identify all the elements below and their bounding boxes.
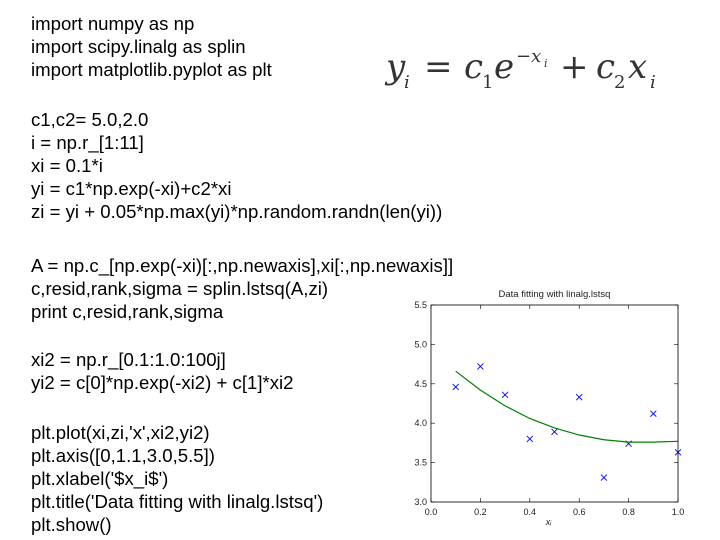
y-tick-label: 5.0 [414, 339, 427, 350]
data-point-marker [527, 436, 533, 442]
code-line: yi = c1*np.exp(-xi)+c2*xi [31, 178, 232, 199]
code-line: c,resid,rank,sigma = splin.lstsq(A,zi) [31, 278, 329, 299]
y-tick-label: 3.5 [414, 457, 427, 468]
x-tick-label: 0.8 [622, 507, 635, 517]
code-line: i = np.r_[1:11] [31, 132, 144, 153]
x-tick-label: 1.0 [671, 507, 685, 517]
code-line: import scipy.linalg as splin [31, 36, 246, 57]
code-line: import matplotlib.pyplot as plt [31, 59, 272, 80]
code-line: plt.axis([0,1.1,3.0,5.5]) [31, 445, 215, 466]
data-point-marker [552, 429, 558, 435]
formula-plus: + [560, 47, 589, 87]
x-tick-label: 0.2 [474, 507, 487, 517]
formula-equals: = [424, 47, 453, 87]
data-point-marker [650, 411, 656, 417]
code-line: c1,c2= 5.0,2.0 [31, 109, 149, 130]
code-block-fit-curve [31, 348, 294, 394]
data-point-marker [477, 363, 483, 369]
code-line: plt.xlabel('$x_i$') [31, 468, 169, 489]
model-formula [384, 40, 684, 100]
code-line: zi = yi + 0.05*np.max(yi)*np.random.randn(len(yi)) [31, 201, 443, 222]
fit-curve [456, 371, 678, 442]
y-tick-label: 5.5 [414, 300, 427, 310]
code-line: plt.plot(xi,zi,'x',xi2,yi2) [31, 422, 210, 443]
formula-c1: c [464, 47, 484, 87]
data-point-marker [576, 394, 582, 400]
code-block-plotting [31, 421, 323, 536]
formula-c2: c [596, 47, 616, 87]
x-tick-label: 0.6 [572, 507, 586, 517]
code-block-data-setup [31, 108, 442, 223]
code-line: plt.title('Data fitting with linalg.lstsq') [31, 491, 324, 512]
code-block-lstsq [31, 254, 453, 323]
formula-x: x [628, 47, 648, 87]
plot-frame [431, 305, 678, 502]
formula-c2-sub: 2 [614, 72, 626, 93]
formula-y-sub: i [404, 72, 410, 93]
code-line: xi2 = np.r_[0.1:1.0:100j] [31, 349, 226, 370]
code-line: plt.show() [31, 514, 112, 535]
formula-exp-power: −x [516, 46, 542, 67]
data-point-marker [601, 475, 607, 481]
formula-y: y [386, 47, 406, 87]
code-line: import numpy as np [31, 13, 195, 34]
formula-e: e [494, 47, 515, 87]
x-axis-label: xᵢ [545, 517, 552, 527]
x-tick-label: 0.0 [424, 507, 438, 517]
formula-x-sub: i [650, 72, 656, 93]
data-point-marker [502, 392, 508, 398]
formula-c1-sub: 1 [482, 72, 494, 93]
code-line: xi = 0.1*i [31, 155, 103, 176]
code-line: A = np.c_[np.exp(-xi)[:,np.newaxis],xi[:,np.newaxis]] [31, 255, 454, 276]
chart-title: Data fitting with linalg.lstsq [498, 289, 611, 300]
code-block-imports [31, 12, 272, 81]
code-line: yi2 = c[0]*np.exp(-xi2) + c[1]*xi2 [31, 372, 294, 393]
code-line: print c,resid,rank,sigma [31, 301, 224, 322]
data-point-marker [453, 384, 459, 390]
formula-exp-power-sub: i [544, 57, 548, 70]
fit-chart [396, 282, 696, 540]
x-tick-label: 0.4 [523, 507, 537, 517]
y-tick-label: 4.0 [414, 418, 427, 429]
y-tick-label: 4.5 [414, 378, 427, 389]
y-tick-label: 3.0 [414, 497, 427, 507]
